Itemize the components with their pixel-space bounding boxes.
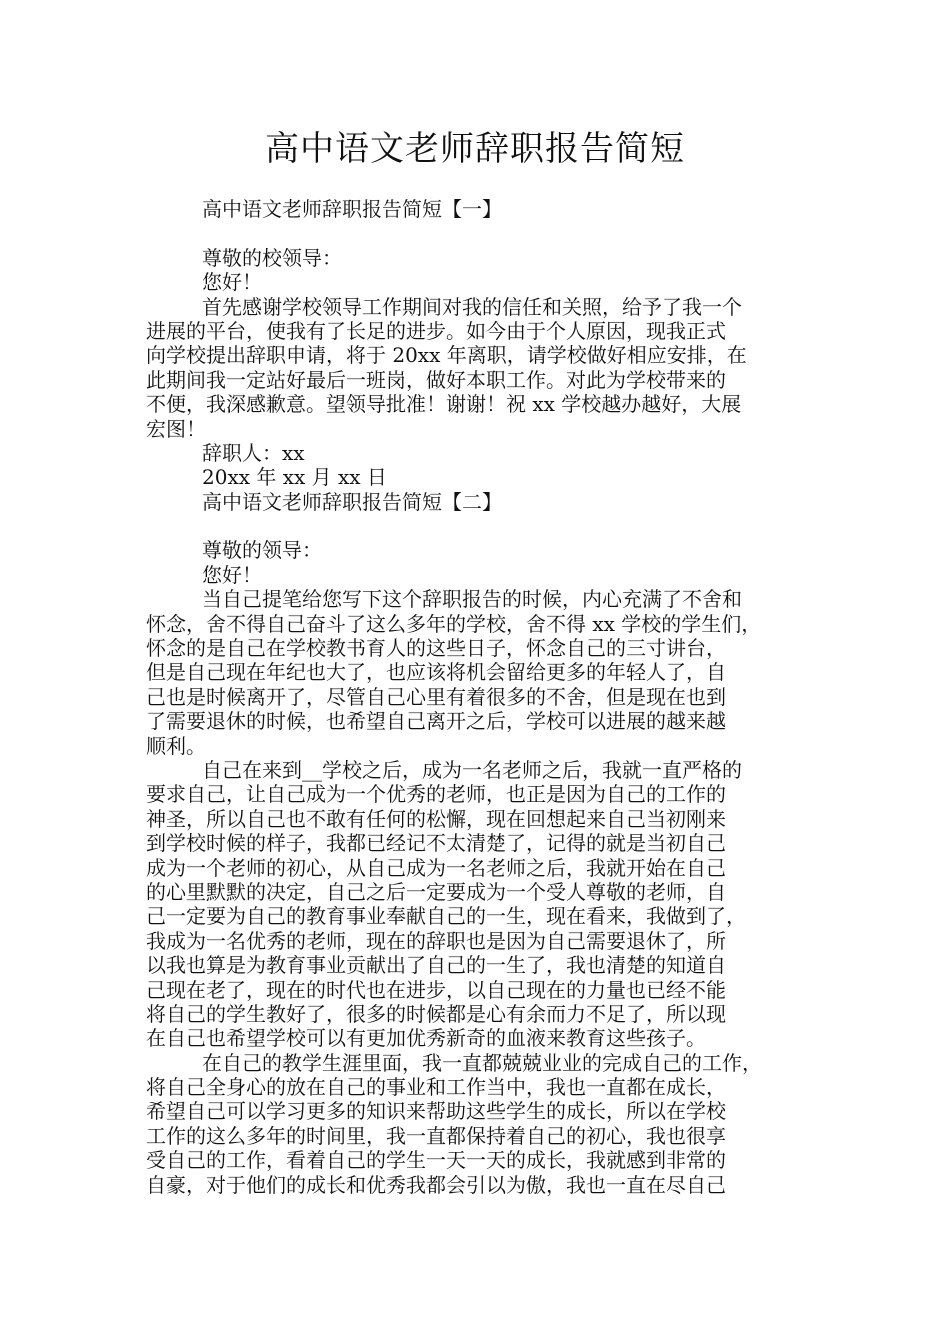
paragraph-line: 怀念，舍不得自己奋斗了这么多年的学校，舍不得 xx 学校的学生们， xyxy=(146,611,762,636)
paragraph-line: 当自己提笔给您写下这个辞职报告的时候，内心充满了不舍和 xyxy=(202,587,742,612)
paragraph-line: 的心里默默的决定，自己之后一定要成为一个受人尊敬的老师，自 xyxy=(146,879,726,904)
paragraph-line: 向学校提出辞职申请，将于 20xx 年离职，请学校做好相应安排，在 xyxy=(146,343,747,368)
paragraph-line: 进展的平台，使我有了长足的进步。如今由于个人原因，现我正式 xyxy=(146,318,726,343)
paragraph-line: 自豪，对于他们的成长和优秀我都会引以为傲，我也一直在尽自己 xyxy=(146,1172,726,1197)
paragraph-line: 怀念的是自己在学校教书育人的这些日子，怀念自己的三寸讲台， xyxy=(146,636,726,661)
section-heading: 高中语文老师辞职报告简短【二】 xyxy=(202,489,502,514)
paragraph-line: 将自己的学生教好了，很多的时候都是心有余而力不足了，所以现 xyxy=(146,1001,726,1026)
paragraph-line: 受自己的工作，看着自己的学生一天一天的成长，我就感到非常的 xyxy=(146,1148,726,1173)
greeting: 您好！ xyxy=(202,562,262,587)
blank-line xyxy=(146,221,818,245)
greeting: 您好！ xyxy=(202,270,262,295)
paragraph-line: 以我也算是为教育事业贡献出了自己的一生了，我也清楚的知道自 xyxy=(146,953,726,978)
paragraph-line: 神圣，所以自己也不敢有任何的松懈，现在回想起来自己当初刚来 xyxy=(146,806,726,831)
paragraph-line: 成为一个老师的初心，从自己成为一名老师之后，我就开始在自己 xyxy=(146,855,726,880)
signer: 辞职人：xx xyxy=(202,440,305,465)
paragraph xyxy=(146,587,818,758)
section-heading: 高中语文老师辞职报告简短【一】 xyxy=(202,197,502,221)
paragraph xyxy=(146,1051,818,1197)
paragraph-line: 我成为一名优秀的老师，现在的辞职也是因为自己需要退休了，所 xyxy=(146,928,726,953)
paragraph xyxy=(146,758,818,1051)
paragraph-line: 到学校时候的样子，我都已经记不太清楚了，记得的就是当初自己 xyxy=(146,831,726,856)
paragraph-line: 希望自己可以学习更多的知识来帮助这些学生的成长，所以在学校 xyxy=(146,1099,726,1124)
document-title: 高中语文老师辞职报告简短 xyxy=(265,129,685,169)
salutation: 尊敬的领导： xyxy=(202,538,322,563)
paragraph-line: 了需要退休的时候，也希望自己离开之后，学校可以进展的越来越 xyxy=(146,709,726,734)
salutation: 尊敬的校领导： xyxy=(202,245,342,270)
paragraph-line: 首先感谢学校领导工作期间对我的信任和关照，给予了我一个 xyxy=(202,294,742,319)
paragraph-line: 己现在老了，现在的时代也在进步，以自己现在的力量也已经不能 xyxy=(146,977,726,1002)
paragraph-line: 要求自己，让自己成为一个优秀的老师，也正是因为自己的工作的 xyxy=(146,782,726,807)
paragraph xyxy=(146,295,818,441)
paragraph-line: 在自己的教学生涯里面，我一直都兢兢业业的完成自己的工作， xyxy=(202,1050,762,1075)
paragraph-line: 不便，我深感歉意。望领导批准！谢谢！祝 xx 学校越办越好，大展 xyxy=(146,392,742,417)
paragraph-line: 工作的这么多年的时间里，我一直都保持着自己的初心，我也很享 xyxy=(146,1123,726,1148)
paragraph-line: 己也是时候离开了，尽管自己心里有着很多的不舍，但是现在也到 xyxy=(146,684,726,709)
paragraph-line: 自己在来到__学校之后，成为一名老师之后，我就一直严格的 xyxy=(202,757,742,782)
document-body xyxy=(146,197,818,1197)
paragraph-line: 在自己也希望学校可以有更加优秀新奇的血液来教育这些孩子。 xyxy=(146,1026,706,1051)
paragraph-line: 顺利。 xyxy=(146,733,206,758)
paragraph-line: 此期间我一定站好最后一班岗，做好本职工作。对此为学校带来的 xyxy=(146,367,726,392)
paragraph-line: 将自己全身心的放在自己的事业和工作当中，我也一直都在成长， xyxy=(146,1075,726,1100)
paragraph-line: 但是自己现在年纪也大了，也应该将机会留给更多的年轻人了，自 xyxy=(146,660,726,685)
blank-line xyxy=(146,514,818,538)
paragraph-line: 宏图！ xyxy=(146,416,206,441)
paragraph-line: 己一定要为自己的教育事业奉献自己的一生，现在看来，我做到了， xyxy=(146,904,746,929)
date: 20xx 年 xx 月 xx 日 xyxy=(202,465,387,490)
